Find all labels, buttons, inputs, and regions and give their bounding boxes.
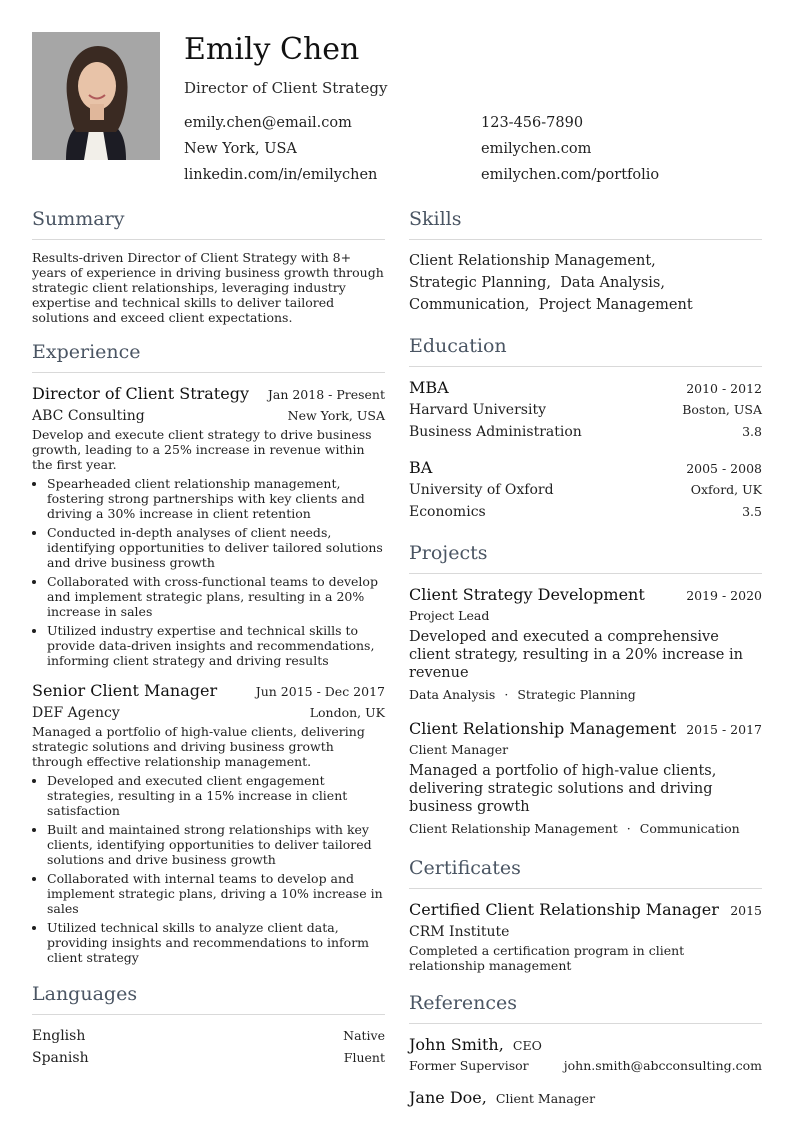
candidate-title: Director of Client Strategy <box>184 79 388 97</box>
job-bullet: • Collaborated with internal teams to develop and implement strategic plans, driving a 10% increase in sales <box>47 871 385 916</box>
job-summary: Managed a portfolio of high-value clients, delivering strategic solutions and driving business growth through effective relationship management. <box>32 724 365 769</box>
language-name: English <box>32 1028 86 1044</box>
project-dates: 2015 - 2017 <box>686 722 762 737</box>
job-bullet: • Built and maintained strong relationships with key clients, identifying opportunities to deliver tailored solutions and drive business growth <box>47 822 385 867</box>
language-row <box>32 1047 385 1069</box>
contact-linkedin[interactable]: linkedin.com/in/emilychen <box>184 167 378 183</box>
experience-entry <box>32 383 385 668</box>
projects-heading: Projects <box>409 542 488 564</box>
education-heading: Education <box>409 335 507 357</box>
project-entry <box>409 584 762 704</box>
project-tag: Communication <box>639 821 740 836</box>
education-entry <box>409 377 762 443</box>
section-divider <box>32 1014 385 1015</box>
gpa: 3.8 <box>742 424 762 439</box>
contact-email[interactable]: emily.chen@email.com <box>184 115 352 131</box>
project-entry <box>409 718 762 838</box>
experience-section <box>32 339 385 965</box>
skills-line: Communication, Project Management <box>409 297 693 313</box>
portrait-image <box>32 32 160 160</box>
job-dates: Jan 2018 - Present <box>267 387 385 402</box>
education-entry <box>409 457 762 523</box>
job-bullet: • Utilized industry expertise and technical skills to provide data-driven insights and recommendations, informing client strategy and driving results <box>47 623 385 668</box>
job-location: London, UK <box>309 705 385 720</box>
project-tag: Client Relationship Management <box>409 821 618 836</box>
project-role: Project Lead <box>409 608 490 623</box>
reference-email[interactable]: john.smith@abcconsulting.com <box>563 1058 762 1073</box>
project-role: Client Manager <box>409 742 509 757</box>
gpa: 3.5 <box>742 504 762 519</box>
degree: BA <box>409 458 433 477</box>
job-bullet: • Utilized technical skills to analyze client data, providing insights and recommendations to inform client strategy <box>47 920 385 965</box>
school: Harvard University <box>409 402 546 418</box>
job-bullet: • Collaborated with cross-functional teams to develop and implement strategic plans, resulting in a 20% increase in sales <box>47 574 385 619</box>
job-bullet: • Spearheaded client relationship management, fostering strong partnerships with key clients and driving a 30% increase in client retention <box>47 476 385 521</box>
language-level: Fluent <box>343 1050 385 1065</box>
contact-phone[interactable]: 123-456-7890 <box>481 115 584 131</box>
section-divider <box>409 573 762 574</box>
school: University of Oxford <box>409 482 554 498</box>
certificates-heading: Certificates <box>409 857 521 879</box>
job-bullets <box>32 773 385 965</box>
certificate-year: 2015 <box>730 903 762 918</box>
job-company: ABC Consulting <box>32 408 145 424</box>
job-dates: Jun 2015 - Dec 2017 <box>255 684 385 699</box>
project-tags: Data Analysis · Strategic Planning <box>409 687 636 702</box>
education-dates: 2010 - 2012 <box>686 381 762 396</box>
language-level: Native <box>343 1028 385 1043</box>
section-divider <box>409 888 762 889</box>
project-dates: 2019 - 2020 <box>686 588 762 603</box>
skills-line: Client Relationship Management, <box>409 253 656 269</box>
job-location: New York, USA <box>287 408 385 423</box>
language-name: Spanish <box>32 1050 89 1066</box>
job-bullet: • Conducted in-depth analyses of client needs, identifying opportunities to deliver tailored solutions and drive business growth <box>47 525 385 570</box>
reference-name: Jane Doe, <box>409 1088 487 1107</box>
section-divider <box>409 1023 762 1024</box>
certificate-issuer: CRM Institute <box>409 924 510 940</box>
project-tags: Client Relationship Management · Communication <box>409 821 740 836</box>
project-description: Developed and executed a comprehensive client strategy, resulting in a 20% increase in revenue <box>409 629 743 681</box>
education-dates: 2005 - 2008 <box>686 461 762 476</box>
certificates-section <box>409 855 762 973</box>
job-bullets <box>32 476 385 668</box>
experience-heading: Experience <box>32 341 141 363</box>
reference-entry <box>409 1087 762 1109</box>
profile-photo <box>32 32 160 160</box>
projects-section <box>409 540 762 838</box>
section-divider <box>409 239 762 240</box>
school-location: Oxford, UK <box>690 482 762 497</box>
skills-section <box>409 206 762 316</box>
candidate-name: Emily Chen <box>184 32 360 67</box>
contact-website[interactable]: emilychen.com <box>481 141 592 157</box>
reference-position: CEO <box>512 1038 542 1053</box>
job-summary: Develop and execute client strategy to drive business growth, leading to a 25% increase in revenue within the first year. <box>32 427 372 472</box>
languages-heading: Languages <box>32 983 138 1005</box>
summary-section <box>32 206 385 325</box>
education-section <box>409 333 762 523</box>
reference-entry <box>409 1034 762 1073</box>
reference-name: John Smith, <box>409 1035 504 1054</box>
section-divider <box>32 239 385 240</box>
references-section <box>409 990 762 1109</box>
project-tag: Strategic Planning <box>517 687 636 702</box>
job-company: DEF Agency <box>32 705 120 721</box>
left-column <box>32 206 385 1069</box>
language-row <box>32 1025 385 1047</box>
certificate-name: Certified Client Relationship Manager <box>409 900 719 919</box>
job-role: Senior Client Manager <box>32 681 218 700</box>
languages-section <box>32 981 385 1069</box>
skills-line: Strategic Planning, Data Analysis, <box>409 275 665 291</box>
contact-portfolio[interactable]: emilychen.com/portfolio <box>481 167 660 183</box>
project-tag: Data Analysis <box>409 687 496 702</box>
project-description: Managed a portfolio of high-value clients, delivering strategic solutions and driving business growth <box>409 763 717 815</box>
summary-text: Results-driven Director of Client Strategy with 8+ years of experience in driving business growth through strategic client relationships, leveraging industry expertise and technical skills to deliver tailored solutions and exceed client expectations. <box>32 250 384 325</box>
degree: MBA <box>409 378 449 397</box>
references-heading: References <box>409 992 518 1014</box>
right-column <box>409 206 762 1109</box>
summary-heading: Summary <box>32 208 125 230</box>
section-divider <box>409 366 762 367</box>
certificate-description: Completed a certification program in client relationship management <box>409 943 685 973</box>
contact-location: New York, USA <box>184 141 297 157</box>
reference-position: Client Manager <box>495 1091 596 1106</box>
school-location: Boston, USA <box>682 402 762 417</box>
field-of-study: Business Administration <box>409 424 582 440</box>
job-role: Director of Client Strategy <box>32 384 249 403</box>
experience-entry <box>32 680 385 965</box>
project-name: Client Relationship Management <box>409 719 677 738</box>
reference-relation: Former Supervisor <box>409 1058 529 1073</box>
job-bullet: • Developed and executed client engagement strategies, resulting in a 15% increase in client satisfaction <box>47 773 385 818</box>
field-of-study: Economics <box>409 504 486 520</box>
skills-heading: Skills <box>409 208 462 230</box>
section-divider <box>32 372 385 373</box>
project-name: Client Strategy Development <box>409 585 645 604</box>
